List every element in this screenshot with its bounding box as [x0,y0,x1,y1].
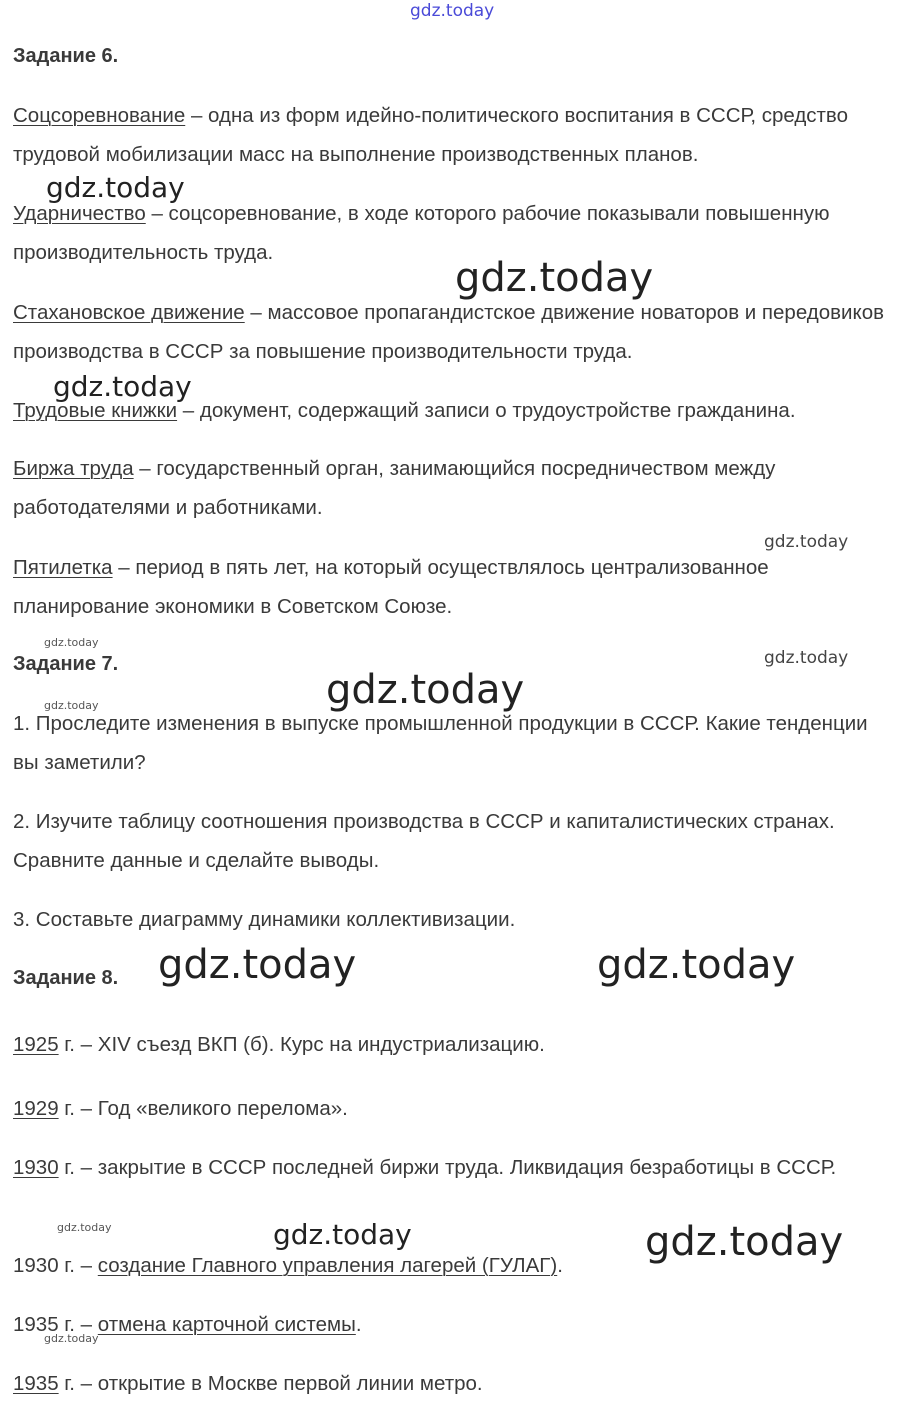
timeline-event [13,1025,898,1064]
watermark: gdz.today [597,942,796,988]
definition-text: – государственный орган, занимающийся посредничеством между работодателями и работниками. [13,457,776,519]
event-suffix: г. – [58,1033,98,1056]
event-text: XIV съезд ВКП (б). Курс на индустриализацию. [97,1033,545,1056]
task7-item: 3. Составьте диаграмму динамики коллективизации. [13,908,516,931]
timeline-event [13,1305,898,1344]
watermark: gdz.today [44,636,99,649]
definition-item [13,449,898,527]
event-suffix: г. – [58,1254,98,1277]
event-year: 1929 [13,1097,59,1120]
watermark: gdz.today [57,1221,112,1234]
task8-title: Задание 8. [13,967,119,989]
term: Биржа труда [13,457,134,480]
event-text: Год «великого перелома». [97,1097,348,1120]
watermark: gdz.today [273,1218,412,1251]
definition-text: – соцсоревнование, в ходе которого рабочие показывали повышенную производительность труда. [13,202,830,264]
event-text: создание Главного управления лагерей (ГУЛАГ) [97,1254,558,1277]
watermark: gdz.today [645,1219,844,1265]
watermark: gdz.today [764,648,849,668]
definition-item [13,293,898,371]
watermark: gdz.today [764,532,849,552]
term: Стахановское движение [13,301,245,324]
event-year: 1925 [13,1033,59,1056]
definition-text: – документ, содержащий записи о трудоустройстве гражданина. [177,399,796,422]
watermark: gdz.today [326,667,525,713]
definition-text: – период в пять лет, на который осуществлялось централизованное планирование экономики в Советском Союзе. [13,556,769,618]
watermark: gdz.today [410,1,495,21]
event-year: 1930 [13,1156,59,1179]
event-text: отмена карточной системы [97,1313,356,1336]
term: Пятилетка [13,556,113,579]
event-after: . [557,1254,563,1277]
timeline-event [13,1364,898,1403]
definition-text: – массовое пропагандистское движение новаторов и передовиков производства в СССР за повышение производительности труда. [13,301,884,363]
timeline-event [13,1148,898,1187]
watermark: gdz.today [53,370,192,403]
event-suffix: г. – [58,1313,98,1336]
task6-title: Задание 6. [13,45,119,67]
event-suffix: г. – [58,1372,98,1395]
task7-item: 2. Изучите таблицу соотношения производства в СССР и капиталистических странах. Сравните данные и сделайте выводы. [13,810,835,872]
definition-item [13,548,898,626]
watermark: gdz.today [44,699,99,712]
term: Трудовые книжки [13,399,178,422]
event-year: 1930 [13,1254,59,1277]
task7-title: Задание 7. [13,653,119,675]
watermark: gdz.today [46,171,185,204]
watermark: gdz.today [44,1332,99,1345]
term: Соцсоревнование [13,104,186,127]
event-year: 1935 [13,1313,59,1336]
event-suffix: г. – [58,1156,98,1179]
watermark: gdz.today [158,942,357,988]
event-suffix: г. – [58,1097,98,1120]
term: Ударничество [13,202,146,225]
event-after: . [355,1313,362,1336]
event-year: 1935 [13,1372,59,1395]
timeline-event [13,1089,898,1128]
watermark: gdz.today [455,255,654,301]
definition-item [13,96,898,174]
event-text: закрытие в СССР последней биржи труда. Ликвидация безработицы в СССР. [97,1156,837,1179]
event-text: открытие в Москве первой линии метро. [97,1372,483,1395]
task7-item: 1. Проследите изменения в выпуске промышленной продукции в СССР. Какие тенденции вы заметили? [13,712,868,774]
definition-text: – одна из форм идейно-политического воспитания в СССР, средство трудовой мобилизации масс на выполнение производственных планов. [13,104,848,166]
